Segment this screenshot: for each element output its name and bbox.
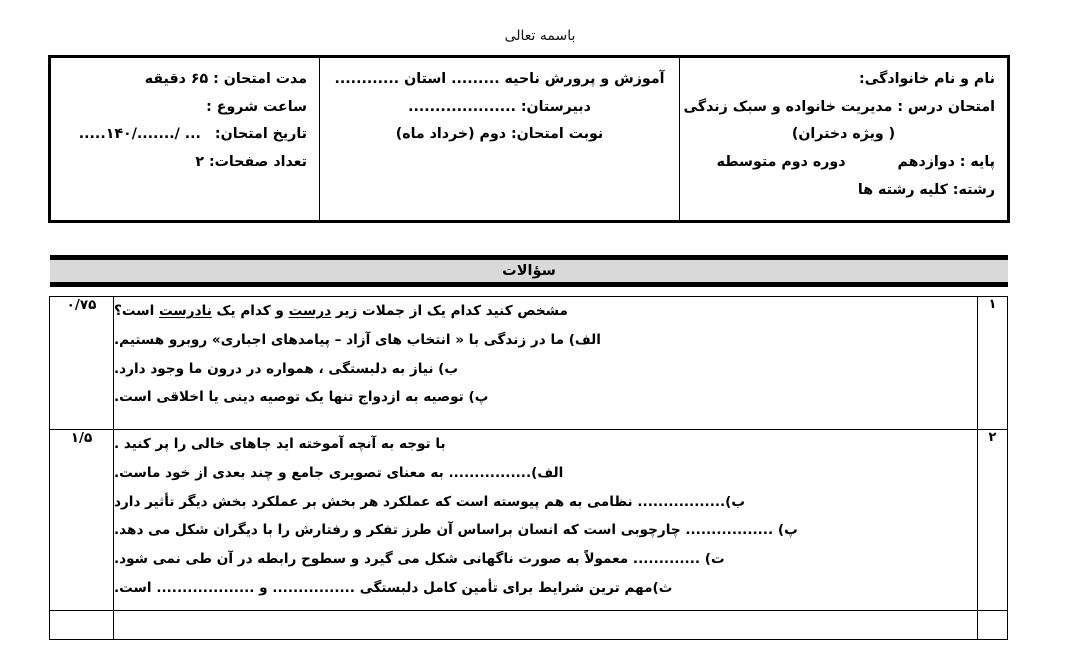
header-exam-column bbox=[51, 58, 320, 220]
header-student-column bbox=[680, 58, 1007, 220]
question-line: مشخص کنید کدام یک از جملات زیر درست و کدام یک نادرست است؟ bbox=[114, 303, 568, 319]
grade-row bbox=[692, 149, 995, 177]
questions-section-title: سؤالات bbox=[502, 263, 556, 279]
course-note-label: ( ویژه دختران) bbox=[791, 126, 896, 143]
field-of-study-label: رشته: کلیه رشته ها bbox=[857, 181, 995, 198]
question-number: ۱ bbox=[978, 297, 1008, 430]
table-row bbox=[50, 430, 1008, 611]
table-row bbox=[50, 297, 1008, 430]
questions-table bbox=[49, 296, 1008, 640]
question-score: ۰/۷۵ bbox=[50, 297, 114, 430]
question-line: ب) نیاز به دلبستگی ، همواره در درون ما وجود دارد. bbox=[114, 360, 459, 377]
question-score: ۱/۵ bbox=[50, 430, 114, 611]
questions-table-body bbox=[50, 297, 1008, 640]
question-number bbox=[978, 611, 1008, 640]
question-number: ۲ bbox=[978, 430, 1008, 611]
question-line: ب)................. نظامی به هم پیوسته است که عملکرد هر بخش بر عملکرد بخش دیگر تأثیر دارد bbox=[114, 493, 746, 510]
question-line: الف)................ به معنای تصویری جامع و چند بعدی از خود ماست. bbox=[114, 464, 564, 481]
student-name-label: نام و نام خانوادگی: bbox=[859, 71, 995, 87]
question-body bbox=[114, 430, 978, 611]
exam-date-value: ... /......./۱۴۰..... bbox=[78, 126, 201, 143]
exam-duration-label: مدت امتحان : ۶۵ دقیقه bbox=[144, 71, 307, 87]
question-line: با توجه به آنچه آموخته اید جاهای خالی را پر کنید . bbox=[114, 436, 446, 452]
exam-date-label: تاریخ امتحان: bbox=[214, 126, 307, 143]
question-line: الف) ما در زندگی با « انتخاب های آزاد – پیامدهای اجباری» روبرو هستیم. bbox=[114, 331, 601, 348]
course-title-label: امتحان درس : مدیریت خانواده و سبک زندگی bbox=[683, 98, 995, 115]
question-score bbox=[50, 611, 114, 640]
exam-header-table bbox=[48, 55, 1010, 223]
school-name-label: دبیرستان: .................... bbox=[408, 98, 591, 115]
bismillah-text: باسمه تعالی bbox=[504, 28, 576, 44]
question-body bbox=[114, 611, 978, 640]
exam-date-row bbox=[63, 121, 307, 149]
page-count-label: تعداد صفحات: ۲ bbox=[195, 154, 307, 171]
grade-label: پایه : دوازدهم bbox=[897, 154, 995, 171]
exam-term-label: نوبت امتحان: دوم (خرداد ماه) bbox=[395, 126, 604, 143]
table-row bbox=[50, 611, 1008, 640]
question-line: ت) ............. معمولاً به صورت ناگهانی شکل می گیرد و سطوح رابطه در آن طی نمی شود. bbox=[114, 551, 725, 568]
question-line: ث)مهم ترین شرایط برای تأمین کامل دلبستگی ................ و ................... است. bbox=[114, 580, 673, 597]
exam-start-time-label: ساعت شروع : bbox=[206, 98, 307, 115]
header-school-column bbox=[320, 58, 680, 220]
questions-section-header bbox=[50, 255, 1008, 287]
district-label: آموزش و پرورش ناحیه ......... استان ............ bbox=[334, 71, 665, 87]
level-label: دوره دوم متوسطه bbox=[716, 154, 846, 171]
question-body bbox=[114, 297, 978, 430]
question-line: پ) ................. چارچوبی است که انسان براساس آن طرز تفکر و رفتارش را با دیگران شکل می دهد. bbox=[114, 522, 798, 539]
question-line: پ) توصیه به ازدواج تنها یک توصیه دینی یا اخلاقی است. bbox=[114, 389, 489, 406]
